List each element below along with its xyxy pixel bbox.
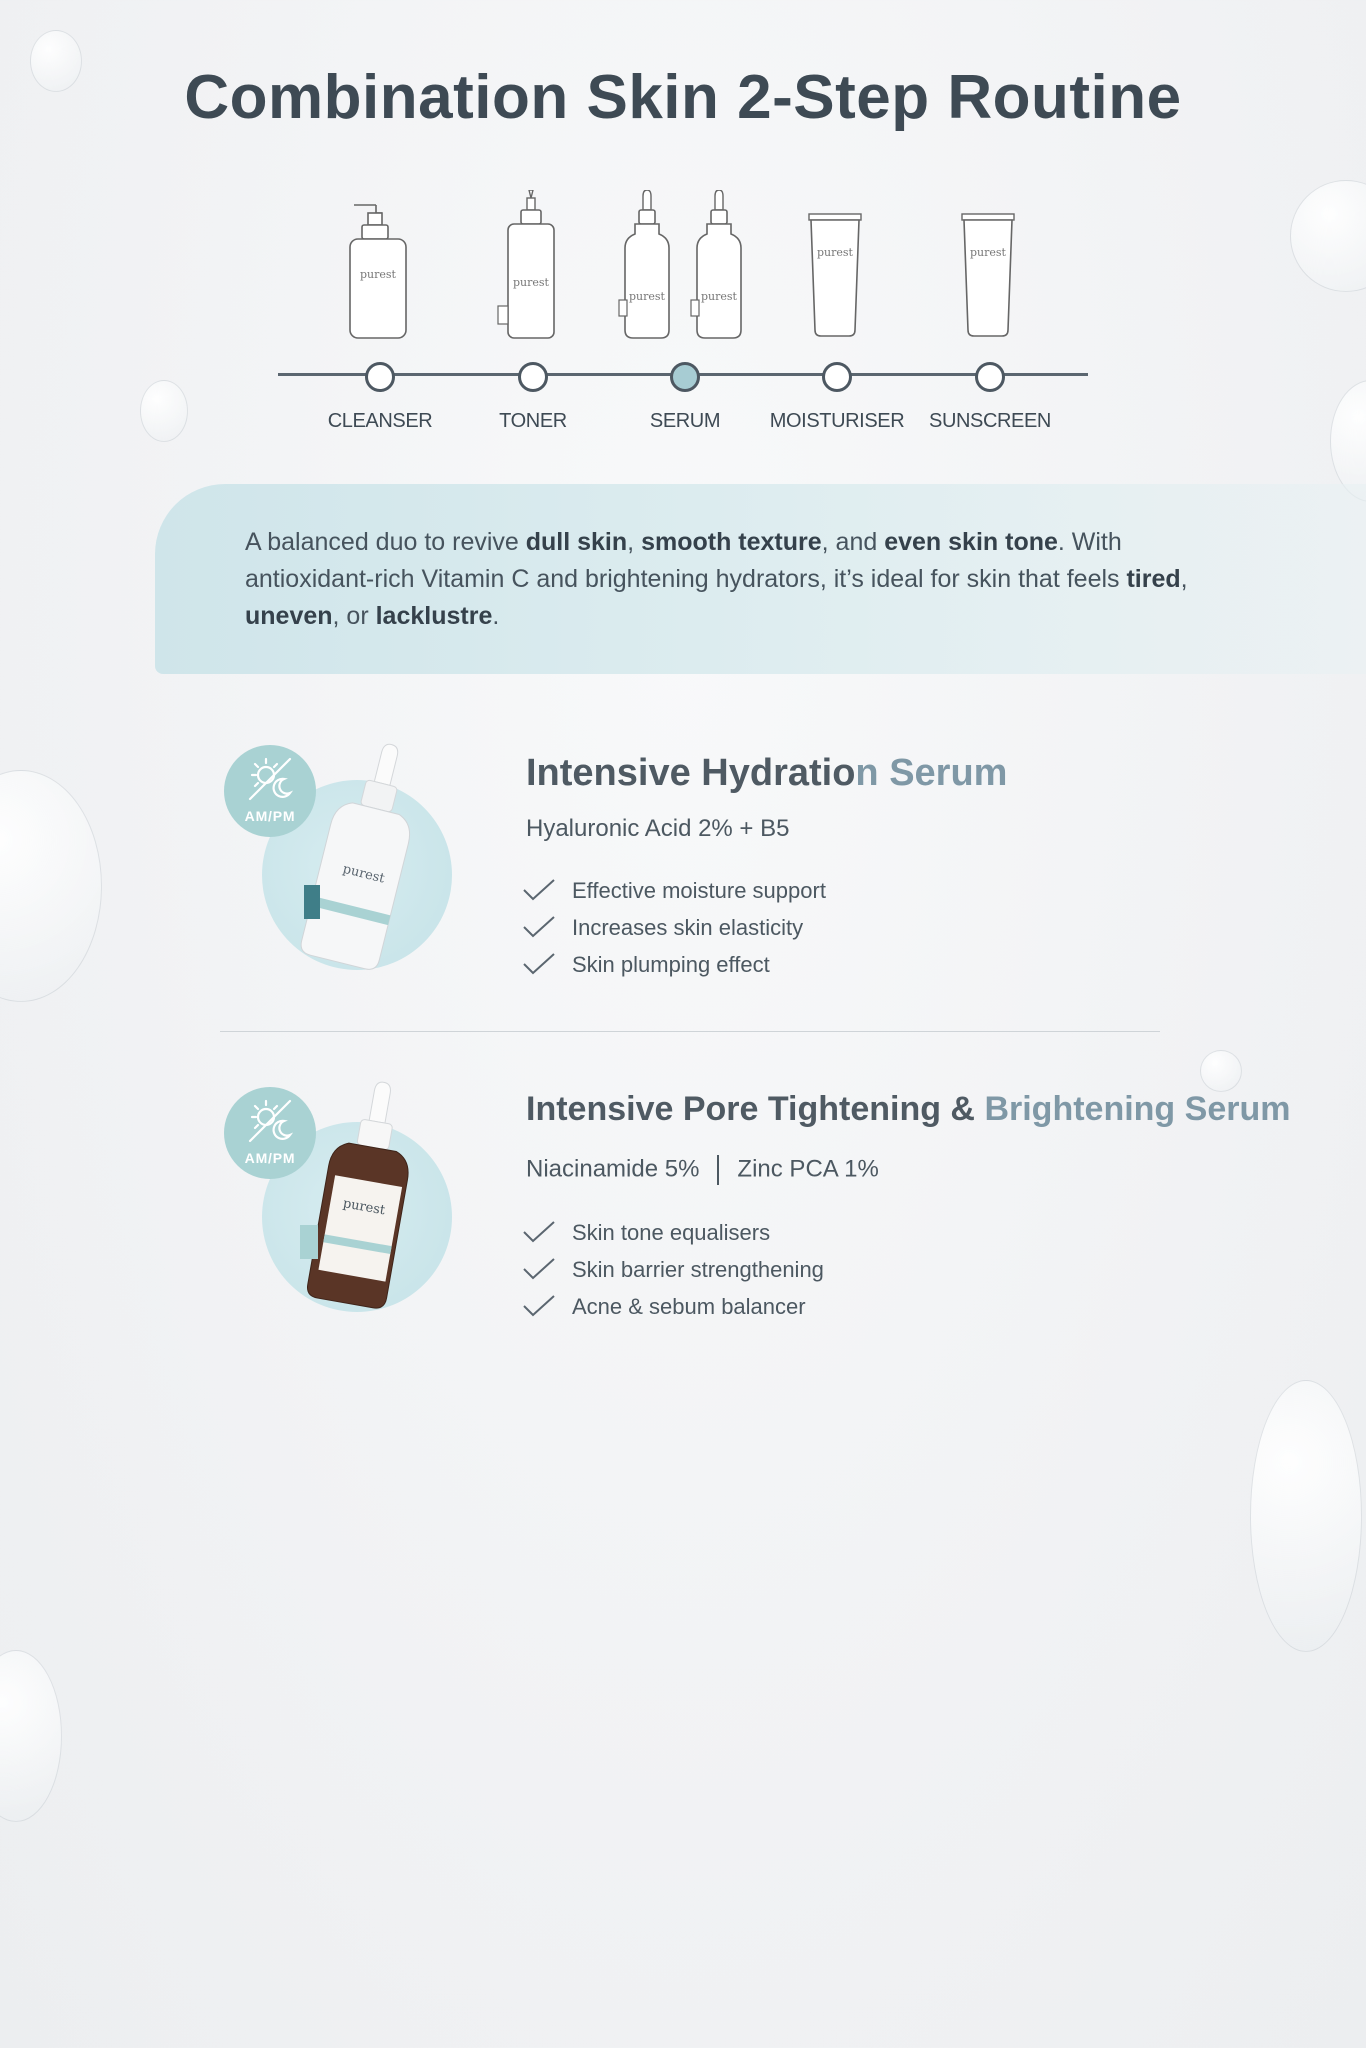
ingredient-text: Niacinamide 5% (526, 1155, 700, 1183)
routine-description (245, 524, 1245, 635)
routine-step-label: TONER (499, 410, 567, 432)
check-icon (522, 952, 556, 976)
timeline-node (975, 362, 1005, 392)
benefit-text: Effective moisture support (572, 878, 826, 903)
ingredient-text: Zinc PCA 1% (737, 1155, 879, 1183)
badge-label: AM/PM (244, 808, 296, 824)
sun-moon-icon (246, 1097, 294, 1145)
serum-dropper-bottles-icon (605, 190, 765, 350)
description-text: . With antioxidant-rich Vitamin C and brightening hydrators, it’s ideal for skin that feels (245, 528, 1127, 593)
svg-text:purest: purest (360, 268, 396, 281)
benefit-list (522, 872, 826, 983)
routine-step-label: SERUM (649, 410, 721, 432)
sunscreen-tube-icon (910, 190, 1070, 350)
description-highlight: smooth texture (641, 528, 822, 556)
benefit-item (522, 1251, 824, 1288)
description-highlight: even skin tone (884, 528, 1058, 556)
description-highlight: lacklustre (375, 602, 493, 630)
water-droplet (0, 1650, 62, 1822)
check-icon (522, 1257, 556, 1281)
description-text: , (1180, 565, 1188, 593)
product-name (526, 752, 1007, 795)
svg-text:purest: purest (513, 276, 549, 289)
timeline-node (518, 362, 548, 392)
water-droplet (140, 380, 188, 442)
description-highlight: dull skin (525, 528, 628, 556)
page-title: Combination Skin 2-Step Routine (184, 63, 1182, 132)
svg-text:purest: purest (629, 290, 665, 303)
sun-moon-icon (246, 755, 294, 803)
benefit-item (522, 1288, 824, 1325)
check-icon (522, 915, 556, 939)
svg-text:purest: purest (970, 246, 1006, 259)
description-highlight: tired (1126, 565, 1181, 593)
benefit-item (522, 1214, 824, 1251)
ingredient-separator (717, 1155, 719, 1185)
benefit-item (522, 909, 826, 946)
svg-text:purest: purest (341, 861, 387, 887)
toner-bottle-icon (453, 190, 613, 350)
am-pm-badge (224, 1087, 316, 1179)
description-text: , (627, 528, 642, 556)
section-divider (220, 1031, 1160, 1032)
benefit-list (522, 1214, 824, 1325)
benefit-text: Skin plumping effect (572, 952, 770, 977)
ingredient-text: Hyaluronic Acid 2% + B5 (526, 815, 790, 842)
svg-text:purest: purest (341, 1196, 387, 1219)
benefit-item (522, 946, 826, 983)
product-ingredients (526, 1155, 879, 1185)
water-droplet (1250, 1380, 1362, 1652)
description-text: . (492, 602, 500, 630)
check-icon (522, 1220, 556, 1244)
routine-step-label: MOISTURISER (769, 410, 905, 432)
product-ingredients (526, 815, 789, 843)
benefit-item (522, 872, 826, 909)
moisturiser-tube-icon (757, 190, 917, 350)
check-icon (522, 1294, 556, 1318)
product-name-accent: n Serum (855, 752, 1008, 794)
benefit-text: Skin barrier strengthening (572, 1257, 824, 1282)
water-droplet (1200, 1050, 1242, 1092)
product-name-accent: Brightening Serum (984, 1090, 1291, 1128)
timeline-node (822, 362, 852, 392)
benefit-text: Acne & sebum balancer (572, 1294, 806, 1319)
am-pm-badge (224, 745, 316, 837)
water-droplet (0, 770, 102, 1002)
water-droplet (1290, 180, 1366, 292)
timeline-node-active (670, 362, 700, 392)
description-text: , and (821, 528, 885, 556)
timeline-node (365, 362, 395, 392)
description-text: , or (332, 602, 376, 630)
product-name-main: Intensive Pore Tightening & (526, 1090, 985, 1128)
benefit-text: Skin tone equalisers (572, 1220, 771, 1245)
product-name-main: Intensive Hydratio (526, 752, 856, 794)
description-highlight: uneven (245, 602, 333, 630)
routine-step-label: SUNSCREEN (929, 410, 1051, 432)
product-name (526, 1090, 1290, 1129)
badge-label: AM/PM (244, 1150, 296, 1166)
svg-text:purest: purest (701, 290, 737, 303)
svg-text:purest: purest (817, 246, 853, 259)
cleanser-bottle-icon (300, 190, 460, 350)
benefit-text: Increases skin elasticity (572, 915, 804, 940)
description-band (155, 484, 1366, 674)
check-icon (522, 878, 556, 902)
description-text: A balanced duo to revive (245, 528, 526, 556)
routine-step-label: CLEANSER (327, 410, 433, 432)
